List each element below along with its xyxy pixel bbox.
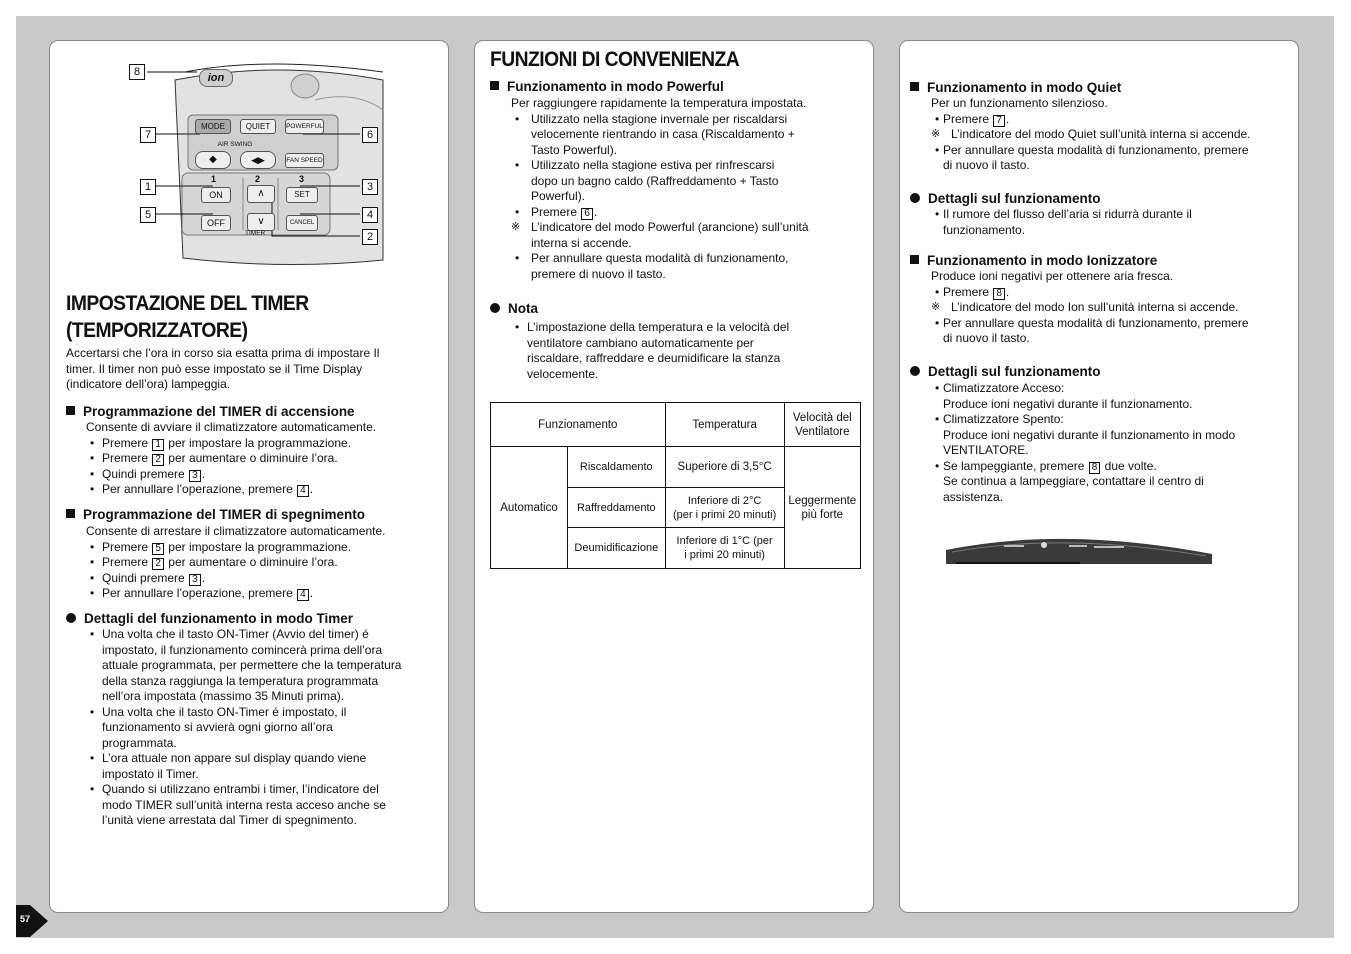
list-item: • Premere 8 . bbox=[931, 285, 1291, 301]
table-cell: Automatico bbox=[491, 447, 568, 569]
note-item: ※ L’indicatore del modo Quiet sull’unità interna si accende. bbox=[931, 127, 1291, 143]
nota-heading: Nota bbox=[490, 300, 538, 317]
table-row bbox=[491, 447, 861, 488]
list-item: • Per annullare l’operazione, premere 4 . bbox=[86, 482, 436, 498]
step-2-label: 2 bbox=[255, 174, 261, 184]
timer-intro bbox=[66, 346, 436, 393]
table-cell: Raffreddamento bbox=[568, 488, 666, 528]
off-timer-body bbox=[86, 524, 436, 602]
quiet-heading: Funzionamento in modo Quiet bbox=[910, 79, 1121, 96]
list-item: • Premere 1 per impostare la programmazione. bbox=[86, 436, 436, 452]
ion-desc: Produce ioni negativi per ottenere aria fresca. bbox=[931, 269, 1174, 283]
details-body-1 bbox=[931, 207, 1291, 238]
list-item: • Il rumore del flusso dell’aria si ridurrà durante il funzionamento. bbox=[931, 207, 1291, 238]
quiet-desc: Per un funzionamento silenzioso. bbox=[931, 96, 1108, 110]
table-cell: Superiore di 3,5°C bbox=[665, 447, 784, 488]
table-cell: Leggermente più forte bbox=[784, 447, 860, 569]
table-cell: Inferiore di 2°C (per i primi 20 minuti) bbox=[665, 488, 784, 528]
on-timer-desc: Consente di avviare il climatizzatore automaticamente. bbox=[86, 420, 377, 434]
intro-line: (indicatore dell’ora) lampeggia. bbox=[66, 377, 231, 391]
callout-4: 4 bbox=[362, 207, 378, 223]
list-item: • Premere 7 . bbox=[931, 112, 1291, 128]
list-item: • Per annullare l’operazione, premere 4 . bbox=[86, 586, 436, 602]
note-item: ※ L’indicatore del modo Ion sull’unità interna si accende. bbox=[931, 300, 1291, 316]
quiet-button: QUIET bbox=[240, 119, 276, 134]
list-item: • Se lampeggiante, premere 8 due volte. Se continua a lampeggiare, contattare il centro di assistenza. bbox=[931, 459, 1291, 506]
ion-logo: ion bbox=[199, 69, 233, 87]
step-1-label: 1 bbox=[211, 174, 217, 184]
convenience-title: FUNZIONI DI CONVENIENZA bbox=[490, 48, 740, 71]
on-timer-heading: Programmazione del TIMER di accensione bbox=[66, 403, 355, 420]
note-item: ※ L’indicatore del modo Powerful (arancione) sull’unità interna si accende. bbox=[511, 220, 861, 251]
off-timer-desc: Consente di arrestare il climatizzatore automaticamente. bbox=[86, 524, 386, 538]
timer-down-button: ∨ bbox=[247, 213, 275, 231]
list-item: • Climatizzatore Spento: Produce ioni negativi durante il funzionamento in modo VENTILATORE. bbox=[931, 412, 1291, 459]
timer-details-body bbox=[86, 627, 436, 829]
air-swing-label: AIR SWING bbox=[217, 141, 253, 148]
list-item: • Una volta che il tasto ON-Timer é impostato, il funzionamento si avvierà ogni giorno all’ora programmata. bbox=[86, 705, 436, 752]
on-timer-body bbox=[86, 420, 436, 498]
ion-body bbox=[931, 269, 1291, 347]
callout-1: 1 bbox=[140, 179, 156, 195]
callout-5: 5 bbox=[140, 207, 156, 223]
page-number: 57 bbox=[20, 914, 31, 924]
callout-3: 3 bbox=[362, 179, 378, 195]
ion-heading: Funzionamento in modo Ionizzatore bbox=[910, 252, 1157, 269]
list-item: • Quindi premere 3 . bbox=[86, 467, 436, 483]
intro-line: timer. Il timer non può esse impostato se il Time Display bbox=[66, 361, 363, 376]
powerful-heading: Funzionamento in modo Powerful bbox=[490, 78, 724, 95]
powerful-desc: Per raggiungere rapidamente la temperatura impostata. bbox=[511, 96, 807, 110]
details-body-2 bbox=[931, 381, 1291, 505]
powerful-button: POWERFUL bbox=[285, 119, 324, 134]
off-timer-heading: Programmazione del TIMER di spegnimento bbox=[66, 506, 365, 523]
list-item: • Premere 6 . bbox=[511, 205, 861, 221]
timer-up-button: ∧ bbox=[247, 185, 275, 203]
table-header-row bbox=[491, 403, 861, 447]
list-item: • Utilizzato nella stagione estiva per rinfrescarsi dopo un bagno caldo (Raffreddamento + Tasto Powerful). bbox=[511, 158, 861, 205]
quiet-body bbox=[931, 96, 1291, 174]
list-item: • Per annullare questa modalità di funzionamento, premere di nuovo il tasto. bbox=[931, 143, 1291, 174]
list-item: • L’impostazione della temperatura e la velocità del ventilatore cambiano automaticamente per riscaldare, raffreddare e deumidificare la stanza velocemente. bbox=[511, 320, 861, 382]
list-item: • Quindi premere 3 . bbox=[86, 571, 436, 587]
fan-speed-button: FAN SPEED bbox=[285, 153, 324, 168]
page-number-tab bbox=[16, 905, 48, 937]
mode-button: MODE bbox=[195, 119, 231, 134]
list-item: • Utilizzato nella stagione invernale per riscaldarsi velocemente rientrando in casa (Riscaldamento + Tasto Powerful). bbox=[511, 112, 861, 159]
list-item: • Premere 2 per aumentare o diminuire l’ora. bbox=[86, 555, 436, 571]
off-timer-button: OFF bbox=[201, 215, 231, 231]
list-item: • Per annullare questa modalità di funzionamento, premere di nuovo il tasto. bbox=[511, 251, 861, 282]
title-line-2: (TEMPORIZZATORE) bbox=[66, 319, 248, 342]
list-item: • Premere 2 per aumentare o diminuire l’ora. bbox=[86, 451, 436, 467]
list-item: • L’ora attuale non appare sul display quando viene impostato il Timer. bbox=[86, 751, 436, 782]
timer-section-title bbox=[66, 290, 416, 344]
callout-6: 6 bbox=[362, 127, 378, 143]
list-item: • Quando si utilizzano entrambi i timer, l’indicatore del modo TIMER sull’unità interna resta acceso anche se l’unità viene arrestata dal Timer di spegnimento. bbox=[86, 782, 436, 829]
on-timer-button: ON bbox=[201, 187, 231, 203]
header-cell: Velocità del Ventilatore bbox=[784, 403, 860, 447]
header-cell: Funzionamento bbox=[491, 403, 666, 447]
powerful-body bbox=[511, 96, 861, 282]
intro-line: Accertarsi che l’ora in corso sia esatta prima di impostare Il bbox=[66, 346, 380, 360]
details-heading-1: Dettagli sul funzionamento bbox=[910, 190, 1101, 207]
header-cell: Temperatura bbox=[665, 403, 784, 447]
list-item: • Una volta che il tasto ON-Timer (Avvio del timer) é impostato, il funzionamento comincerà prima dell’ora attuale programmata, per permettere che la temperatura della stanza raggiunga la temperatura programmata nell’ora impostata (massimo 35 Minuti prima). bbox=[86, 627, 436, 705]
details-heading-2: Dettagli sul funzionamento bbox=[910, 363, 1101, 380]
title-line-1: IMPOSTAZIONE DEL TIMER bbox=[66, 292, 309, 315]
auto-settings-table bbox=[490, 402, 861, 569]
timer-cancel-button: CANCEL bbox=[286, 215, 318, 231]
nota-body bbox=[511, 320, 861, 382]
air-swing-vertical-button: ◆ bbox=[195, 151, 231, 169]
timer-details-heading: Dettagli del funzionamento in modo Timer bbox=[66, 610, 353, 627]
timer-set-button: SET bbox=[286, 187, 318, 203]
list-item: • Premere 5 per impostare la programmazione. bbox=[86, 540, 436, 556]
list-item: • Per annullare questa modalità di funzionamento, premere di nuovo il tasto. bbox=[931, 316, 1291, 347]
callout-8: 8 bbox=[129, 64, 145, 80]
callout-7: 7 bbox=[140, 127, 156, 143]
timer-label: TIMER bbox=[245, 230, 266, 237]
table-cell: Deumidificazione bbox=[568, 528, 666, 569]
indoor-unit-display-image bbox=[944, 532, 1214, 566]
table-cell: Inferiore di 1°C (per i primi 20 minuti) bbox=[665, 528, 784, 569]
air-swing-horizontal-button: ◀▶ bbox=[240, 151, 276, 169]
list-item: • Climatizzatore Acceso: Produce ioni negativi durante il funzionamento. bbox=[931, 381, 1291, 412]
callout-2: 2 bbox=[362, 229, 378, 245]
step-3-label: 3 bbox=[299, 174, 305, 184]
table-cell: Riscaldamento bbox=[568, 447, 666, 488]
remote-control-diagram bbox=[125, 60, 385, 270]
